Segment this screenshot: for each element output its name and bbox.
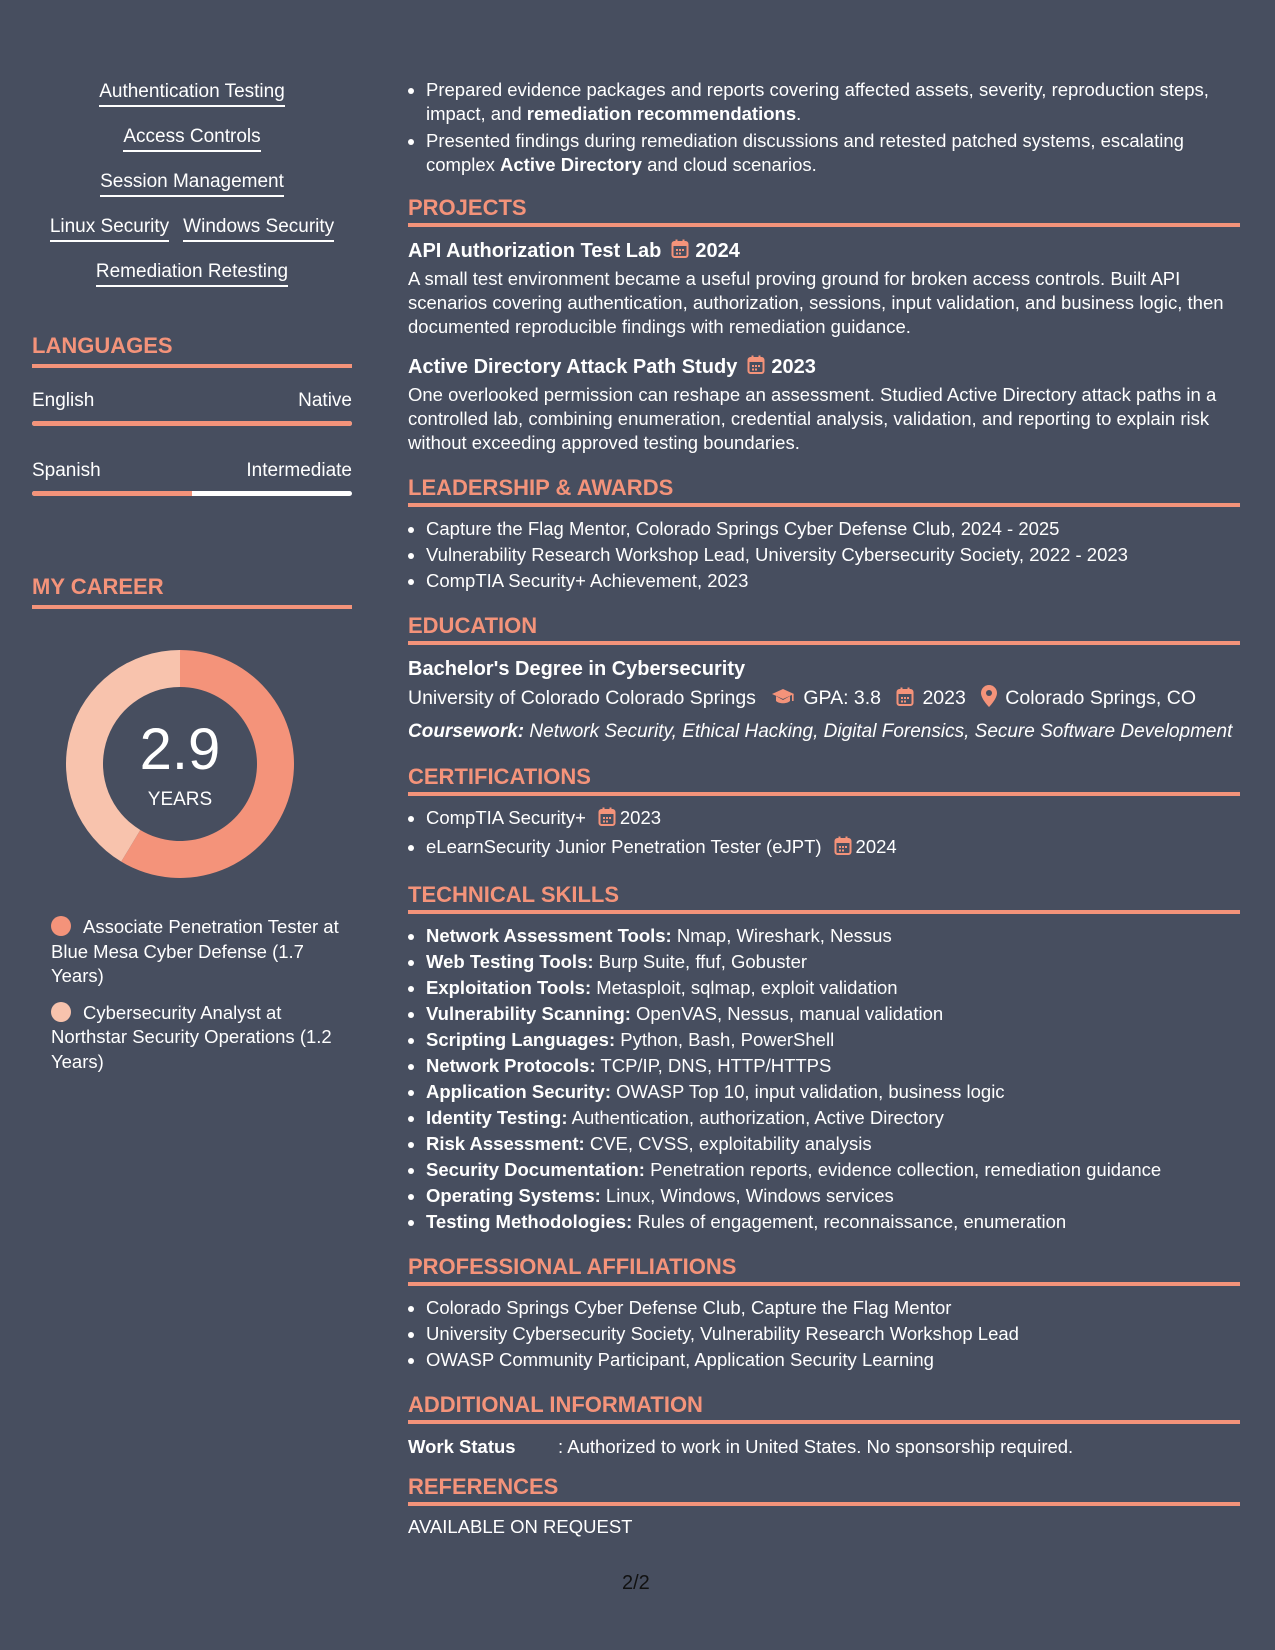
certification-year: 2023 [619,807,662,828]
project-description: A small test environment became a useful proving ground for broken access controls. Built API scenarios covering authentication, authorization, sessions, input validation, and business logic, then documented reproducible findings with remediation guidance. [408,268,1224,337]
skill-label: Network Assessment Tools: [426,925,672,946]
leadership-heading: LEADERSHIP & AWARDS [408,475,1240,507]
sidebar [32,80,352,1086]
skill-tag: Remediation Retesting [96,260,288,287]
certification-item [426,835,1240,862]
skill-label: Scripting Languages: [426,1029,616,1050]
certifications-heading: CERTIFICATIONS [408,764,1240,796]
project-description: One overlooked permission can reshape an assessment. Studied Active Directory attack paths in a controlled lab, combining enumeration, credential analysis, validation, and reporting to explain risk without exceeding approved testing boundaries. [408,384,1217,453]
language-item [32,390,352,426]
skill-tag: Authentication Testing [99,80,285,107]
leadership-list [408,517,1240,593]
work-status-key: Work Status [408,1436,516,1457]
skill-value: Linux, Windows, Windows services [600,1185,894,1206]
technical-skill-item [426,950,1240,974]
skill-value: Penetration reports, evidence collection, remediation guidance [644,1159,1162,1180]
project-year: 2024 [695,240,740,262]
language-name: Spanish [32,460,101,481]
project-year: 2023 [771,356,816,378]
additional-info-section [408,1392,1240,1460]
projects-section [408,195,1240,455]
certification-item [426,806,1240,833]
career-section [32,574,352,1074]
experience-bullet [426,78,1240,126]
project-list [408,237,1240,455]
bullet-text-end: . [796,103,802,124]
technical-skill-item [426,1028,1240,1052]
skill-label: Application Security: [426,1081,612,1102]
project-title-row [408,353,1240,383]
list-item: • OWASP Community Participant, Application Security Learning [426,1348,1240,1372]
skill-tag: Windows Security [183,215,334,242]
work-status-row [408,1434,1240,1460]
list-item: • Colorado Springs Cyber Defense Club, Capture the Flag Mentor [426,1296,1240,1320]
skill-label: Security Documentation: [426,1159,645,1180]
technical-skill-item [426,1184,1240,1208]
technical-skill-item [426,1158,1240,1182]
certification-name: eLearnSecurity Junior Penetration Tester (eJPT) [426,836,822,857]
edu-gpa: GPA: 3.8 [803,687,882,709]
certifications-section [408,764,1240,862]
skill-tag: Linux Security [50,215,169,242]
technical-skill-item [426,1054,1240,1078]
skill-tag-row [32,125,352,152]
language-list [32,390,352,496]
calendar-icon [747,355,765,383]
project-item [408,353,1240,455]
experience-bullets [408,78,1240,177]
language-row [32,390,352,412]
skill-tag-row [32,215,352,242]
calendar-icon [896,686,914,716]
career-role-label: Associate Penetration Tester at Blue Mesa Cyber Defense (1.7 Years) [51,916,339,986]
career-total-value: 2.9 [139,717,221,782]
language-proficiency-fill [32,421,352,426]
language-item [32,460,352,496]
education-section [408,613,1240,744]
technical-skills-heading: TECHNICAL SKILLS [408,882,1240,914]
skill-value: Authentication, authorization, Active Directory [567,1107,944,1128]
projects-heading: PROJECTS [408,195,1240,227]
language-row [32,460,352,482]
skill-label: Testing Methodologies: [426,1211,633,1232]
affiliations-list [408,1296,1240,1372]
bullet-emphasis: remediation recommendations [526,103,797,124]
work-status-value: : Authorized to work in United States. No sponsorship required. [558,1436,1074,1457]
references-section [408,1474,1240,1538]
skill-value: OWASP Top 10, input validation, business logic [611,1081,1005,1102]
technical-skill-item [426,1080,1240,1104]
certification-name: CompTIA Security+ [426,807,586,828]
affiliations-heading: PROFESSIONAL AFFILIATIONS [408,1254,1240,1286]
technical-skills-section [408,882,1240,1234]
experience-bullet [426,129,1240,177]
technical-skill-item [426,924,1240,948]
education-heading: EDUCATION [408,613,1240,645]
language-proficiency-bar [32,421,352,426]
language-name: English [32,390,95,411]
language-proficiency-fill [32,491,192,496]
edu-degree: Bachelor's Degree in Cybersecurity [408,658,746,680]
bullet-text-end: and cloud scenarios. [641,154,817,175]
skill-label: Risk Assessment: [426,1133,585,1154]
skill-value: Burp Suite, ffuf, Gobuster [593,951,808,972]
skill-value: CVE, CVSS, exploitability analysis [584,1133,872,1154]
skill-value: OpenVAS, Nessus, manual validation [630,1003,944,1024]
skill-value: Rules of engagement, reconnaissance, enumeration [632,1211,1067,1232]
bullet-emphasis: Active Directory [500,154,642,175]
edu-location: Colorado Springs, CO [1005,687,1197,709]
bullet-text: Presented findings during remediation discussions and retested patched systems, escalating complex [426,130,1184,175]
location-pin-icon [981,685,997,716]
legend-dot [51,1002,71,1022]
edu-coursework [408,720,1240,744]
career-donut-chart [65,649,295,879]
skill-tag-row [32,80,352,107]
language-level: Native [298,390,352,411]
calendar-icon [671,239,689,267]
list-item: • CompTIA Security+ Achievement, 2023 [426,569,1240,593]
skill-value: Python, Bash, PowerShell [615,1029,835,1050]
technical-skills-list [408,924,1240,1234]
skill-label: Exploitation Tools: [426,977,592,998]
calendar-icon [834,836,852,862]
bullet-text: Prepared evidence packages and reports covering affected assets, severity, reproduction steps, impact, and [426,79,1209,124]
technical-skill-item [426,1210,1240,1234]
affiliations-section [408,1254,1240,1372]
graduation-cap-icon [771,686,795,716]
main-column [408,78,1240,1538]
references-heading: REFERENCES [408,1474,1240,1506]
skill-tags [32,80,352,287]
edu-year: 2023 [922,687,966,709]
skill-tag: Session Management [100,170,284,197]
project-title: Active Directory Attack Path Study [408,356,738,378]
certification-year: 2024 [855,836,897,857]
languages-section [32,333,352,496]
list-item: • University Cybersecurity Society, Vulnerability Research Workshop Lead [426,1322,1240,1346]
technical-skill-item [426,1132,1240,1156]
project-item [408,237,1240,339]
language-level: Intermediate [246,460,352,481]
list-item: • Capture the Flag Mentor, Colorado Springs Cyber Defense Club, 2024 - 2025 [426,517,1240,541]
skill-label: Web Testing Tools: [426,951,594,972]
coursework-label: Coursework: [408,721,525,742]
career-legend-item [51,1001,341,1075]
legend-dot [51,916,71,936]
skill-label: Operating Systems: [426,1185,601,1206]
languages-heading: LANGUAGES [32,333,352,368]
additional-info-heading: ADDITIONAL INFORMATION [408,1392,1240,1424]
references-text: AVAILABLE ON REQUEST [408,1516,633,1537]
calendar-icon [598,807,616,833]
skill-value: Metasploit, sqlmap, exploit validation [591,977,898,998]
skill-label: Network Protocols: [426,1055,596,1076]
skill-tag: Access Controls [123,125,260,152]
language-proficiency-bar [32,491,352,496]
project-title: API Authorization Test Lab [408,240,662,262]
career-heading: MY CAREER [32,574,352,609]
coursework-list: Network Security, Ethical Hacking, Digital Forensics, Secure Software Development [524,721,1233,742]
page-number: 2/2 [622,1572,650,1594]
list-item: • Vulnerability Research Workshop Lead, University Cybersecurity Society, 2022 - 2023 [426,543,1240,567]
career-legend [32,915,341,1074]
technical-skill-item [426,1106,1240,1130]
skill-tag-row [32,260,352,287]
leadership-section [408,475,1240,593]
career-total-unit: YEARS [147,789,213,810]
career-legend-item [51,915,341,989]
skill-label: Vulnerability Scanning: [426,1003,631,1024]
edu-school: University of Colorado Colorado Springs [408,687,756,709]
skill-value: Nmap, Wireshark, Nessus [671,925,892,946]
career-role-label: Cybersecurity Analyst at Northstar Security Operations (1.2 Years) [51,1001,332,1072]
skill-value: TCP/IP, DNS, HTTP/HTTPS [595,1055,832,1076]
project-title-row [408,237,1240,267]
skill-label: Identity Testing: [426,1107,568,1128]
technical-skill-item [426,1002,1240,1026]
technical-skill-item [426,976,1240,1000]
edu-details [408,683,1240,716]
skill-tag-row [32,170,352,197]
certification-list [408,806,1240,862]
